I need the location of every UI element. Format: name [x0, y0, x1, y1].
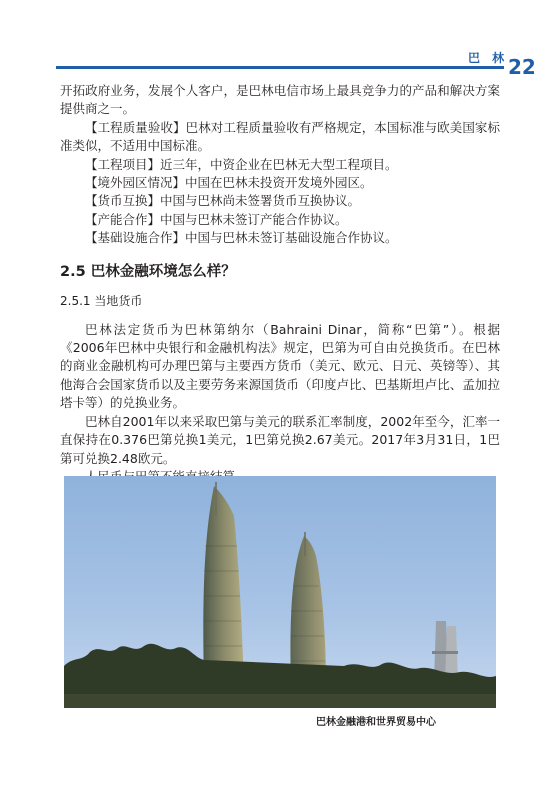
section-heading: 2.5 巴林金融环境怎么样？: [60, 263, 236, 280]
list-item: 【工程质量验收】巴林对工程质量验收有严格规定，本国标准与欧美国家标准类似，不适用中国标准。: [60, 119, 500, 154]
header-rule: [56, 66, 504, 69]
page-number: 22: [508, 55, 536, 79]
ground: [64, 694, 496, 708]
list-item: 【工程项目】近三年，中资企业在巴林无大型工程项目。: [85, 156, 398, 172]
subsection-heading: 2.5.1 当地货币: [60, 293, 143, 308]
photo-caption: 巴林金融港和世界贸易中心: [316, 717, 436, 728]
list-item: 【境外园区情况】中国在巴林未投资开发境外园区。: [85, 175, 373, 191]
intro-paragraph: 开拓政府业务，发展个人客户，是巴林电信市场上最具竞争力的产品和解决方案提供商之一。: [60, 83, 500, 117]
list-item: 【货币互换】中国与巴林尚未签署货币互换协议。: [85, 193, 361, 209]
body-paragraph: 巴林法定货币为巴林第纳尔（Bahraini Dinar，简称“巴第”）。根据《2006年巴林中央银行和金融机构法》规定，巴第为可自由兑换货币。在巴林的商业金融机构可办理巴第与主要西方货币（美元、欧元、日元、英镑等）、其他海合会国家货币以及主要劳务来源国货币（印度卢比、巴基斯坦卢比、孟加拉塔卡等）的兑换业务。: [60, 321, 500, 411]
body-paragraph: 巴林自2001年以来采取巴第与美元的联系汇率制度，2002年至今，汇率一直保持在0.376巴第兑换1美元，1巴第兑换2.67美元。2017年3月31日，1巴第可兑换2.48欧元。: [60, 413, 500, 466]
page-content: [60, 82, 500, 486]
skyline-photo: [64, 476, 496, 708]
list-item: 【基础设施合作】中国与巴林未签订基础设施合作协议。: [85, 230, 398, 246]
list-item: 【产能合作】中国与巴林未签订产能合作协议。: [85, 211, 348, 227]
header-country-label: 巴 林: [468, 51, 509, 65]
